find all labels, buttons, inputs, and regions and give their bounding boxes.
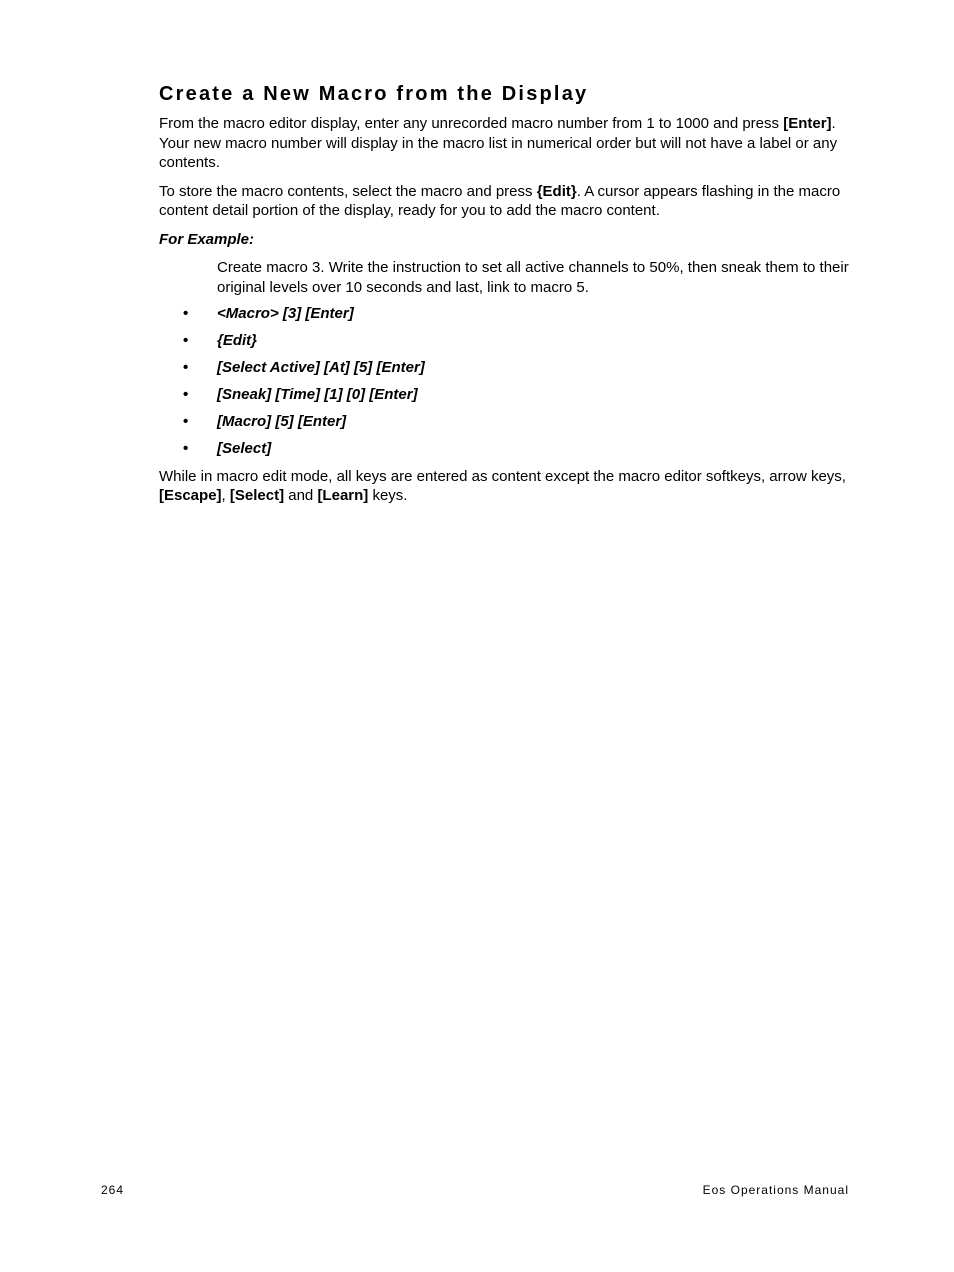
step-text: [Select Active] [At] [5] [Enter] bbox=[217, 359, 425, 376]
page-number: 264 bbox=[101, 1183, 125, 1197]
list-item bbox=[159, 358, 854, 378]
bullet-icon: • bbox=[183, 386, 189, 403]
paragraph-edit-mode bbox=[159, 467, 854, 506]
steps-list bbox=[159, 304, 854, 459]
section-heading: Create a New Macro from the Display bbox=[159, 83, 589, 105]
paragraph-text: , bbox=[221, 487, 230, 504]
list-item bbox=[159, 304, 854, 324]
list-item bbox=[159, 412, 854, 432]
bullet-icon: • bbox=[183, 332, 189, 349]
step-text: [Sneak] [Time] [1] [0] [Enter] bbox=[217, 386, 418, 403]
step-text: <Macro> [3] [Enter] bbox=[217, 305, 354, 322]
paragraph-text: From the macro editor display, enter any unrecorded macro number from 1 to 1000 and press bbox=[159, 115, 784, 132]
page-content bbox=[159, 80, 854, 515]
bullet-icon: • bbox=[183, 359, 189, 376]
paragraph-text: . Your new macro number will display in the macro list in numerical order but will not have a label or any contents. bbox=[159, 115, 838, 171]
key-learn: [Learn] bbox=[317, 487, 369, 504]
bullet-icon: • bbox=[183, 305, 189, 322]
key-select: [Select] bbox=[229, 487, 285, 504]
step-text: {Edit} bbox=[217, 332, 258, 349]
list-item bbox=[159, 439, 854, 459]
bullet-icon: • bbox=[183, 413, 189, 430]
bullet-icon: • bbox=[183, 440, 189, 457]
paragraph-new-macro bbox=[159, 114, 854, 173]
paragraph-store-contents bbox=[159, 182, 854, 221]
example-block bbox=[217, 258, 854, 297]
example-description: Create macro 3. Write the instruction to set all active channels to 50%, then sneak them to their original levels over 10 seconds and last, link to macro 5. bbox=[217, 259, 849, 296]
step-text: [Macro] [5] [Enter] bbox=[217, 413, 347, 430]
list-item bbox=[159, 331, 854, 351]
softkey-edit: {Edit} bbox=[536, 182, 577, 200]
paragraph-text: keys. bbox=[368, 487, 408, 504]
step-text: [Select] bbox=[217, 440, 272, 457]
paragraph-text: and bbox=[284, 487, 318, 504]
key-escape: [Escape] bbox=[159, 487, 222, 504]
list-item bbox=[159, 385, 854, 405]
example-label: For Example: bbox=[159, 230, 255, 248]
paragraph-text: . A cursor appears flashing in the macro content detail portion of the display, ready for you to add the macro content. bbox=[159, 182, 841, 219]
manual-title: Eos Operations Manual bbox=[702, 1183, 849, 1197]
key-enter: [Enter] bbox=[783, 115, 832, 132]
paragraph-text: To store the macro contents, select the macro and press bbox=[159, 182, 537, 200]
paragraph-text: While in macro edit mode, all keys are entered as content except the macro editor softkeys, arrow keys, bbox=[159, 467, 846, 485]
